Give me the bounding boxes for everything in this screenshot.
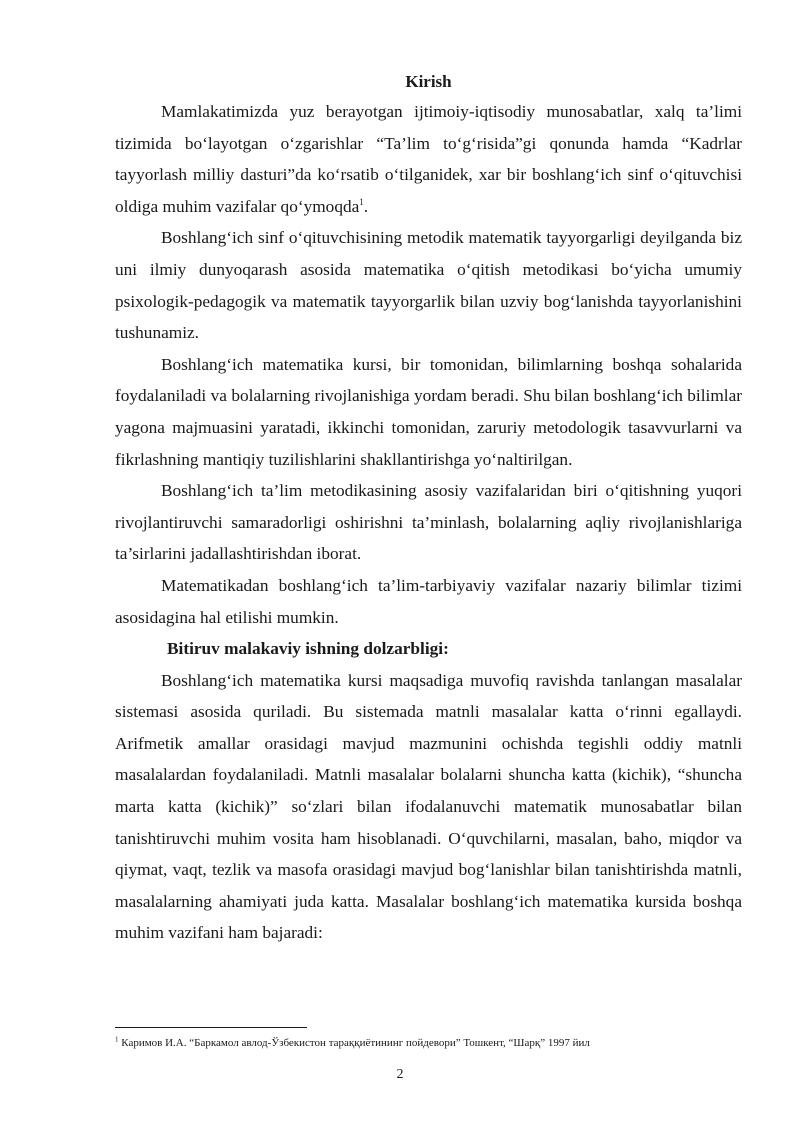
subheading: Bitiruv malakaviy ishning dolzarbligi: bbox=[167, 639, 449, 659]
paragraph-5: Matematikadan boshlang‘ich ta’lim-tarbiyaviy vazifalar nazariy bilimlar tizimi asosidagina hal etilishi mumkin. bbox=[115, 575, 742, 627]
paragraph-4: Boshlang‘ich ta’lim metodikasining asosiy vazifalaridan biri o‘qitishning yuqori rivojlantiruvchi samaradorligi oshirishni ta’minlash, bolalarning aqliy rivojlanishlariga ta’sirlarini jadallashtirishdan iborat. bbox=[115, 481, 742, 564]
page-body bbox=[115, 70, 742, 949]
paragraph-2: Boshlang‘ich sinf o‘qituvchisining metodik matematik tayyorgarligi deyilganda biz uni ilmiy dunyoqarash asosida matematika o‘qitish metodikasi bo‘yicha umumiy psixologik-pedagogik va matematik tayyorgarlik bilan uzviy bog‘lanishda tayyorlanishini tushunamiz. bbox=[115, 228, 742, 343]
footnote-divider bbox=[115, 1027, 307, 1028]
paragraph-1 bbox=[115, 96, 742, 222]
footnote bbox=[115, 1036, 755, 1050]
paragraph-1-text: Mamlakatimizda yuz berayotgan ijtimoiy-iqtisodiy munosabatlar, xalq ta’limi tizimida bo‘layotgan o‘zgarishlar “Ta’lim to‘g‘risida”gi qonunda hamda “Kadrlar tayyorlash milliy dasturi”da ko‘rsatib o‘tilganidek, xar bir boshlang‘ich sinf o‘qituvchisi oldiga muhim vazifalar qo‘ymoqda bbox=[115, 102, 742, 216]
section-title: Kirish bbox=[405, 72, 452, 91]
paragraph-6: Boshlang‘ich matematika kursi maqsadiga muvofiq ravishda tanlangan masalalar sistemasi asosida quriladi. Bu sistemada matnli masalalar katta o‘rinni egallaydi. Arifmetik amallar orasidagi mavjud mazmunini ochishda tegishli oddiy matnli masalalardan foydalaniladi. Matnli masalalar bolalarni shuncha katta (kichik), “shuncha marta katta (kichik)” so‘zlari bilan ifodalanuvchi matematik munosabatlar bilan tanishtiruvchi muhim vosita ham hisoblanadi. O‘quvchilarni, masalan, baho, miqdor va qiymat, vaqt, tezlik va masofa orasidagi mavjud bog‘lanishlar bilan tanishtirishda matnli, masalalarning ahamiyati juda katta. Masalalar boshlang‘ich matematika kursida boshqa muhim vazifani ham bajaradi: bbox=[115, 670, 742, 943]
page-number: 2 bbox=[396, 1067, 404, 1082]
paragraph-3: Boshlang‘ich matematika kursi, bir tomonidan, bilimlarning boshqa sohalarida foydalaniladi va bolalarning rivojlanishiga yordam beradi. Shu bilan boshlang‘ich bilimlar yagona majmuasini yaratadi, ikkinchi tomonidan, zaruriy metodologik tasavvurlarni va fikrlashning mantiqiy tuzilishlarini shakllantirishga yo‘naltirilgan. bbox=[115, 354, 742, 469]
paragraph-1-end: . bbox=[363, 196, 369, 216]
footnote-text: Каримов И.А. “Баркамол авлод-Ўзбекистон тараққиётининг пойдевори” Тошкент, “Шарқ” 1997 йил bbox=[118, 1037, 590, 1049]
footnote-marker: 1 bbox=[115, 1035, 119, 1044]
footnote-reference[interactable]: 1 bbox=[359, 197, 364, 208]
